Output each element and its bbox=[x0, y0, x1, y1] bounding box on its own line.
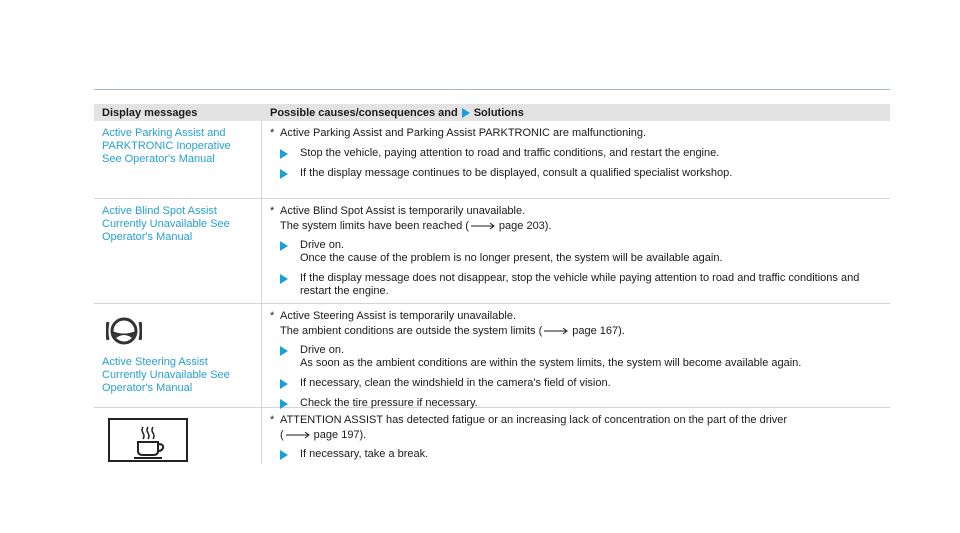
solution-item: If the display message does not disappear, stop the vehicle while paying attention to road and traffic conditions and restart the engine. bbox=[280, 272, 882, 298]
table-row bbox=[94, 199, 890, 304]
arrow-icon bbox=[280, 379, 288, 389]
display-message: Active Blind Spot Assist Currently Unavailable See Operator's Manual bbox=[102, 205, 230, 243]
arrow-icon bbox=[280, 149, 288, 159]
column-header-causes: Possible causes/consequences and bbox=[270, 106, 458, 119]
column-header-solutions bbox=[262, 107, 890, 119]
reference-text: The ambient conditions are outside the system limits ( page 167). bbox=[280, 325, 625, 337]
solution-item: If necessary, clean the windshield in the camera's field of vision. bbox=[280, 377, 882, 390]
solution-cell bbox=[262, 121, 890, 198]
solution-item: Drive on. As soon as the ambient conditions are within the system limits, the system will become available again. bbox=[280, 344, 882, 370]
cause-text: * ATTENTION ASSIST has detected fatigue or an increasing lack of concentration on the part of the driver bbox=[270, 414, 788, 426]
arrow-icon bbox=[280, 450, 288, 460]
reference-text: ( page 197). bbox=[280, 429, 367, 441]
solution-item: Drive on. Once the cause of the problem is no longer present, the system will be available again. bbox=[280, 239, 882, 265]
arrow-icon bbox=[280, 346, 288, 356]
solution-item: If necessary, take a break. bbox=[280, 448, 882, 461]
display-message: Active Steering Assist Currently Unavailable See Operator's Manual bbox=[102, 356, 230, 394]
header-rule bbox=[94, 89, 890, 90]
cause-text: * Active Parking Assist and Parking Assist PARKTRONIC are malfunctioning. bbox=[270, 127, 646, 139]
page-reference-arrow-icon bbox=[471, 222, 497, 230]
display-message: Active Parking Assist and PARKTRONIC Inoperative See Operator's Manual bbox=[102, 127, 231, 165]
solution-cell bbox=[262, 408, 890, 464]
reference-text: The system limits have been reached ( page 203). bbox=[280, 220, 552, 232]
solution-item: If the display message continues to be displayed, consult a qualified specialist workshop. bbox=[280, 167, 882, 180]
table-row bbox=[94, 304, 890, 408]
messages-table bbox=[94, 104, 890, 464]
steering-assist-icon bbox=[106, 316, 142, 346]
page-reference-arrow-icon bbox=[544, 327, 570, 335]
table-row bbox=[94, 408, 890, 464]
solution-cell bbox=[262, 199, 890, 303]
message-cell bbox=[94, 304, 262, 407]
arrow-icon bbox=[280, 241, 288, 251]
cause-text: * Active Blind Spot Assist is temporarily unavailable. bbox=[270, 205, 526, 217]
cause-text: * Active Steering Assist is temporarily unavailable. bbox=[270, 310, 516, 322]
page-reference-arrow-icon bbox=[286, 431, 312, 439]
message-cell bbox=[94, 121, 262, 198]
table-header bbox=[94, 104, 890, 121]
arrow-icon bbox=[280, 169, 288, 179]
coffee-cup-icon bbox=[108, 418, 188, 462]
message-cell bbox=[94, 408, 262, 464]
solution-item: Stop the vehicle, paying attention to road and traffic conditions, and restart the engine. bbox=[280, 147, 882, 160]
table-row bbox=[94, 121, 890, 199]
message-cell bbox=[94, 199, 262, 303]
arrow-icon bbox=[280, 274, 288, 284]
column-header-messages: Display messages bbox=[102, 106, 198, 119]
arrow-icon bbox=[462, 108, 470, 118]
solution-item: Check the tire pressure if necessary. bbox=[280, 397, 882, 410]
solution-cell bbox=[262, 304, 890, 407]
column-header-solutions-label: Solutions bbox=[473, 106, 524, 119]
